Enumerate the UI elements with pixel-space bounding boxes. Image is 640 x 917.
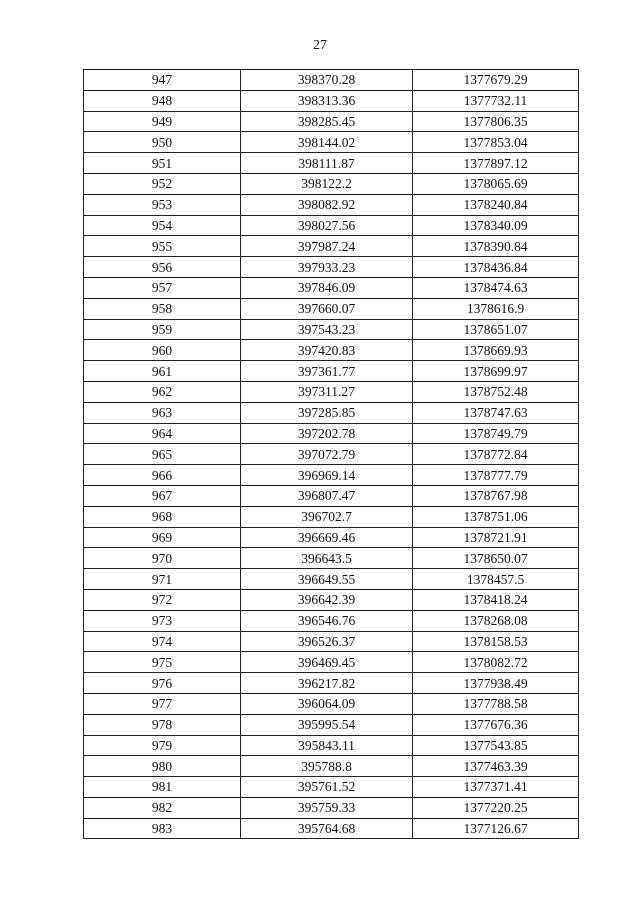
x-coordinate-cell: 395995.54 — [241, 714, 413, 735]
page-number: 27 — [313, 38, 327, 53]
y-coordinate-cell: 1377806.35 — [413, 111, 579, 132]
point-number-cell: 980 — [84, 756, 241, 777]
point-number-cell: 971 — [84, 569, 241, 590]
y-coordinate-cell: 1378669.93 — [413, 340, 579, 361]
table-row — [84, 402, 579, 423]
x-coordinate-cell: 396469.45 — [241, 652, 413, 673]
x-coordinate-cell: 395764.68 — [241, 818, 413, 839]
coordinate-table-body — [84, 70, 579, 839]
point-number-cell: 972 — [84, 589, 241, 610]
y-coordinate-cell: 1377543.85 — [413, 735, 579, 756]
table-row — [84, 673, 579, 694]
table-row — [84, 381, 579, 402]
y-coordinate-cell: 1377938.49 — [413, 673, 579, 694]
y-coordinate-cell: 1377220.25 — [413, 797, 579, 818]
point-number-cell: 963 — [84, 402, 241, 423]
table-row — [84, 527, 579, 548]
point-number-cell: 978 — [84, 714, 241, 735]
point-number-cell: 970 — [84, 548, 241, 569]
x-coordinate-cell: 396526.37 — [241, 631, 413, 652]
table-row — [84, 756, 579, 777]
y-coordinate-cell: 1378772.84 — [413, 444, 579, 465]
point-number-cell: 968 — [84, 506, 241, 527]
table-row — [84, 444, 579, 465]
x-coordinate-cell: 396649.55 — [241, 569, 413, 590]
y-coordinate-cell: 1378082.72 — [413, 652, 579, 673]
x-coordinate-cell: 397933.23 — [241, 257, 413, 278]
table-row — [84, 70, 579, 91]
y-coordinate-cell: 1378747.63 — [413, 402, 579, 423]
x-coordinate-cell: 397846.09 — [241, 277, 413, 298]
y-coordinate-cell: 1378767.98 — [413, 485, 579, 506]
point-number-cell: 957 — [84, 277, 241, 298]
table-row — [84, 90, 579, 111]
x-coordinate-cell: 398082.92 — [241, 194, 413, 215]
point-number-cell: 954 — [84, 215, 241, 236]
x-coordinate-cell: 397420.83 — [241, 340, 413, 361]
table-row — [84, 319, 579, 340]
y-coordinate-cell: 1377679.29 — [413, 70, 579, 91]
point-number-cell: 949 — [84, 111, 241, 132]
table-row — [84, 153, 579, 174]
table-row — [84, 777, 579, 798]
y-coordinate-cell: 1377676.36 — [413, 714, 579, 735]
point-number-cell: 953 — [84, 194, 241, 215]
x-coordinate-cell: 397311.27 — [241, 381, 413, 402]
y-coordinate-cell: 1378650.07 — [413, 548, 579, 569]
x-coordinate-cell: 396807.47 — [241, 485, 413, 506]
y-coordinate-cell: 1378065.69 — [413, 173, 579, 194]
table-row — [84, 652, 579, 673]
point-number-cell: 965 — [84, 444, 241, 465]
table-row — [84, 340, 579, 361]
y-coordinate-cell: 1378436.84 — [413, 257, 579, 278]
point-number-cell: 948 — [84, 90, 241, 111]
x-coordinate-cell: 398027.56 — [241, 215, 413, 236]
y-coordinate-cell: 1378651.07 — [413, 319, 579, 340]
table-row — [84, 485, 579, 506]
point-number-cell: 966 — [84, 465, 241, 486]
table-row — [84, 797, 579, 818]
point-number-cell: 967 — [84, 485, 241, 506]
table-row — [84, 589, 579, 610]
table-row — [84, 506, 579, 527]
y-coordinate-cell: 1378752.48 — [413, 381, 579, 402]
point-number-cell: 951 — [84, 153, 241, 174]
point-number-cell: 958 — [84, 298, 241, 319]
table-row — [84, 111, 579, 132]
x-coordinate-cell: 395761.52 — [241, 777, 413, 798]
y-coordinate-cell: 1378721.91 — [413, 527, 579, 548]
x-coordinate-cell: 397361.77 — [241, 361, 413, 382]
point-number-cell: 983 — [84, 818, 241, 839]
y-coordinate-cell: 1378474.63 — [413, 277, 579, 298]
x-coordinate-cell: 398285.45 — [241, 111, 413, 132]
y-coordinate-cell: 1377371.41 — [413, 777, 579, 798]
point-number-cell: 974 — [84, 631, 241, 652]
table-row — [84, 298, 579, 319]
x-coordinate-cell: 398313.36 — [241, 90, 413, 111]
table-row — [84, 277, 579, 298]
point-number-cell: 960 — [84, 340, 241, 361]
y-coordinate-cell: 1377788.58 — [413, 693, 579, 714]
point-number-cell: 973 — [84, 610, 241, 631]
table-row — [84, 236, 579, 257]
coordinate-table — [83, 69, 579, 839]
y-coordinate-cell: 1378616.9 — [413, 298, 579, 319]
x-coordinate-cell: 397285.85 — [241, 402, 413, 423]
table-row — [84, 423, 579, 444]
x-coordinate-cell: 397543.23 — [241, 319, 413, 340]
y-coordinate-cell: 1378699.97 — [413, 361, 579, 382]
y-coordinate-cell: 1378340.09 — [413, 215, 579, 236]
point-number-cell: 982 — [84, 797, 241, 818]
x-coordinate-cell: 397072.79 — [241, 444, 413, 465]
y-coordinate-cell: 1377853.04 — [413, 132, 579, 153]
point-number-cell: 950 — [84, 132, 241, 153]
y-coordinate-cell: 1378751.06 — [413, 506, 579, 527]
x-coordinate-cell: 398144.02 — [241, 132, 413, 153]
point-number-cell: 961 — [84, 361, 241, 382]
point-number-cell: 962 — [84, 381, 241, 402]
table-row — [84, 132, 579, 153]
table-row — [84, 465, 579, 486]
x-coordinate-cell: 398111.87 — [241, 153, 413, 174]
y-coordinate-cell: 1378268.08 — [413, 610, 579, 631]
table-row — [84, 361, 579, 382]
x-coordinate-cell: 396643.5 — [241, 548, 413, 569]
x-coordinate-cell: 396217.82 — [241, 673, 413, 694]
x-coordinate-cell: 396064.09 — [241, 693, 413, 714]
y-coordinate-cell: 1378240.84 — [413, 194, 579, 215]
table-row — [84, 194, 579, 215]
y-coordinate-cell: 1377463.39 — [413, 756, 579, 777]
x-coordinate-cell: 397202.78 — [241, 423, 413, 444]
point-number-cell: 976 — [84, 673, 241, 694]
y-coordinate-cell: 1378457.5 — [413, 569, 579, 590]
x-coordinate-cell: 398370.28 — [241, 70, 413, 91]
table-row — [84, 714, 579, 735]
x-coordinate-cell: 396546.76 — [241, 610, 413, 631]
x-coordinate-cell: 397660.07 — [241, 298, 413, 319]
x-coordinate-cell: 396642.39 — [241, 589, 413, 610]
table-row — [84, 693, 579, 714]
y-coordinate-cell: 1378158.53 — [413, 631, 579, 652]
point-number-cell: 977 — [84, 693, 241, 714]
x-coordinate-cell: 398122.2 — [241, 173, 413, 194]
point-number-cell: 979 — [84, 735, 241, 756]
point-number-cell: 969 — [84, 527, 241, 548]
table-row — [84, 735, 579, 756]
x-coordinate-cell: 396969.14 — [241, 465, 413, 486]
point-number-cell: 956 — [84, 257, 241, 278]
point-number-cell: 955 — [84, 236, 241, 257]
y-coordinate-cell: 1377126.67 — [413, 818, 579, 839]
y-coordinate-cell: 1377897.12 — [413, 153, 579, 174]
point-number-cell: 952 — [84, 173, 241, 194]
point-number-cell: 964 — [84, 423, 241, 444]
x-coordinate-cell: 397987.24 — [241, 236, 413, 257]
y-coordinate-cell: 1378418.24 — [413, 589, 579, 610]
table-row — [84, 631, 579, 652]
y-coordinate-cell: 1377732.11 — [413, 90, 579, 111]
x-coordinate-cell: 395843.11 — [241, 735, 413, 756]
point-number-cell: 981 — [84, 777, 241, 798]
point-number-cell: 959 — [84, 319, 241, 340]
y-coordinate-cell: 1378749.79 — [413, 423, 579, 444]
point-number-cell: 947 — [84, 70, 241, 91]
table-row — [84, 173, 579, 194]
x-coordinate-cell: 395759.33 — [241, 797, 413, 818]
table-row — [84, 548, 579, 569]
point-number-cell: 975 — [84, 652, 241, 673]
table-row — [84, 215, 579, 236]
table-row — [84, 569, 579, 590]
y-coordinate-cell: 1378390.84 — [413, 236, 579, 257]
table-row — [84, 818, 579, 839]
table-row — [84, 610, 579, 631]
y-coordinate-cell: 1378777.79 — [413, 465, 579, 486]
x-coordinate-cell: 395788.8 — [241, 756, 413, 777]
x-coordinate-cell: 396669.46 — [241, 527, 413, 548]
table-row — [84, 257, 579, 278]
x-coordinate-cell: 396702.7 — [241, 506, 413, 527]
